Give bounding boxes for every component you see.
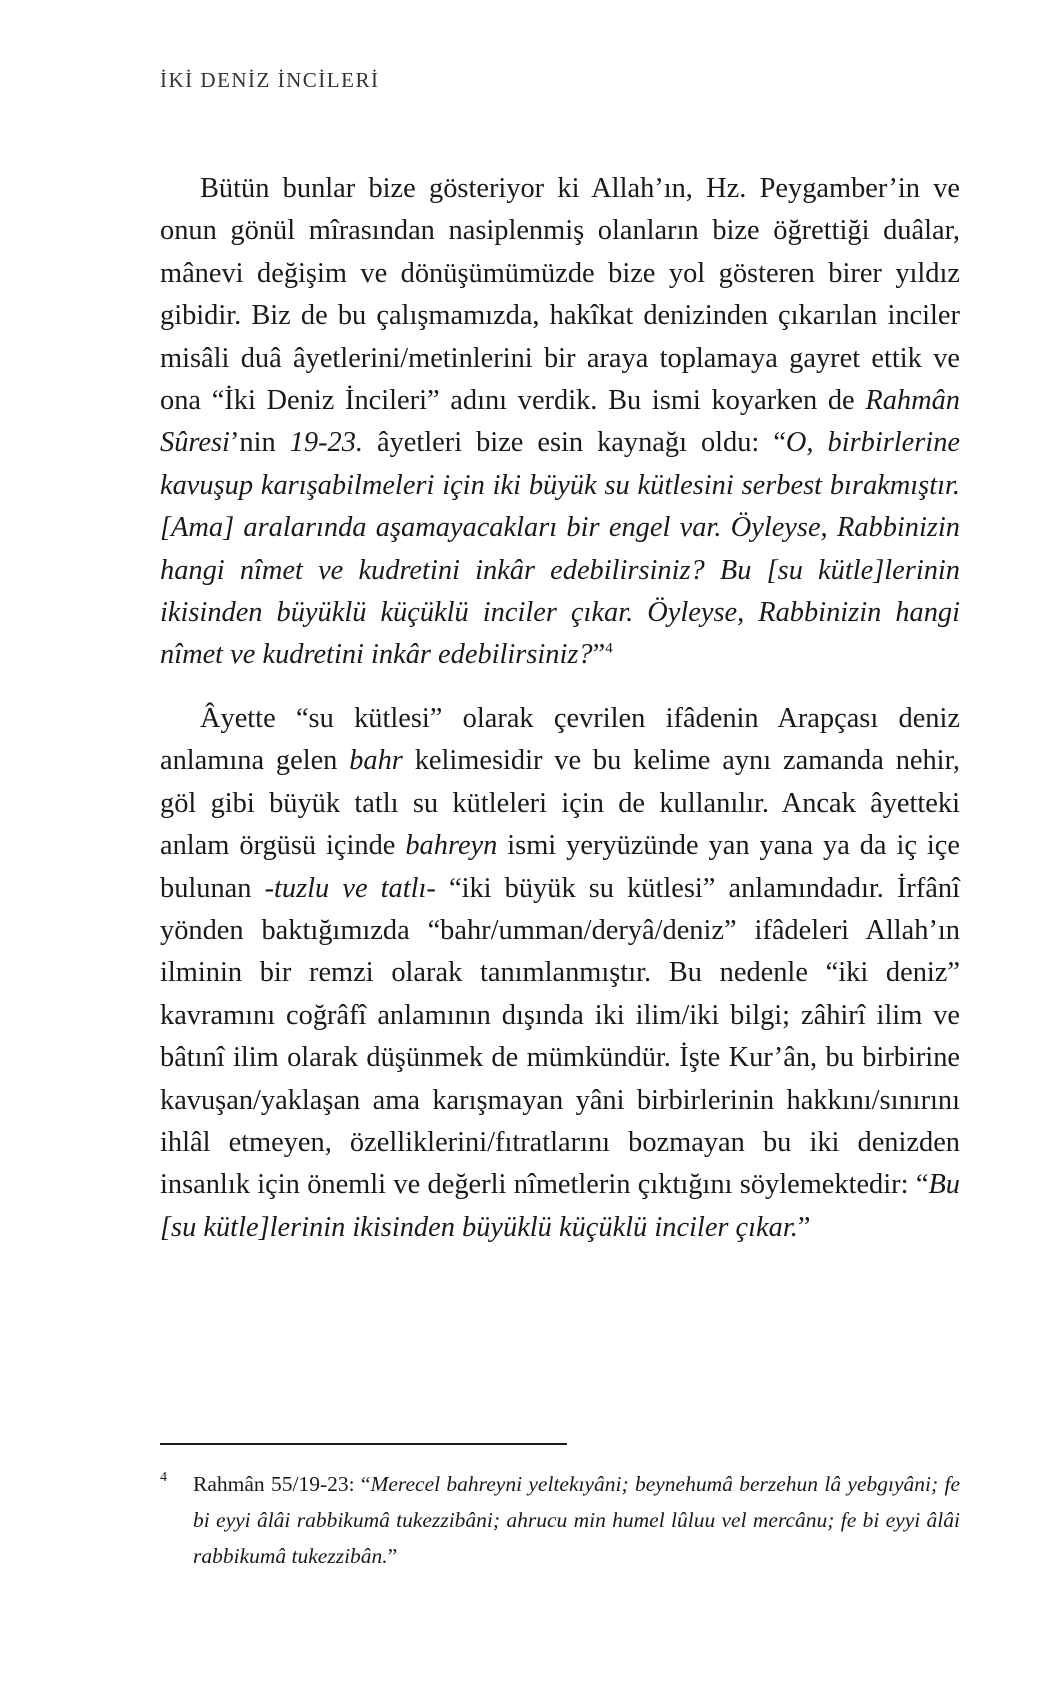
footnote-text	[193, 1466, 960, 1574]
paragraph-1-text-1: Bütün bunlar bize gösteriyor ki Allah’ın, Hz. Peygamber’in ve onun gönül mîrasından nasiplenmiş olanların bize öğrettiği duâlar, mânevi değişim ve dönüşümümüzde bize yol gösteren birer yıldız gibidir. Biz de bu çalışmamızda, hakîkat denizinden çıkarılan inciler misâli duâ âyetlerini/metinlerini bir araya toplamaya gayret ettik ve ona “İki Deniz İncileri” adını verdik. Bu ismi koyarken de	[160, 173, 960, 417]
paragraph-2-italic-3: tuzlu ve tatlı	[274, 872, 427, 904]
footnote-text-1: Rahmân 55/19-23: “	[193, 1472, 371, 1496]
footnote	[160, 1466, 960, 1574]
footnote-divider	[160, 1443, 567, 1445]
paragraph-1-text-2: ’nin	[229, 427, 290, 459]
paragraph-2-italic-1: bahr	[349, 745, 403, 777]
paragraph-2-text-3: ismi yeryüzünde yan yana ya da iç içe bulunan -	[160, 830, 961, 904]
paragraph-2	[160, 698, 960, 1249]
paragraph-1-text-4: ”	[592, 639, 606, 671]
paragraph-2-quote: Bu [su kütle]lerinin ikisinden büyüklü küçüklü inciler çıkar.	[160, 1169, 960, 1243]
paragraph-2-text-2: kelimesidir ve bu kelime aynı zamanda nehir, göl gibi büyük tatlı su kütleleri için de kullanılır. Ancak âyetteki anlam örgüsü içinde	[160, 745, 960, 862]
paragraph-1	[160, 168, 960, 677]
paragraph-2-italic-2: bahreyn	[405, 830, 498, 862]
paragraph-2-text-5: ”	[797, 1211, 811, 1243]
main-text	[160, 168, 960, 1249]
paragraph-2-text-1: Âyette “su kütlesi” olarak çevrilen ifâdenin Arapçası deniz anlamına gelen	[160, 702, 960, 777]
running-head: İKİ DENİZ İNCİLERİ	[160, 68, 380, 92]
footnote-italic: Merecel bahreyni yeltekıyâni; beynehumâ berzehun lâ yebgıyâni; fe bi eyyi âlâi rabbikumâ tukezzibâni; ahrucu min humel lûluu vel mercânu; fe bi eyyi âlâi rabbikumâ tukezzibân.	[193, 1472, 960, 1568]
footnote-text-2: ”	[387, 1544, 398, 1568]
paragraph-1-italic-2: 19-23.	[289, 427, 364, 459]
paragraph-1-quote: O, birbirlerine kavuşup karışabilmeleri için iki büyük su kütlesini serbest bırakmıştır. [Ama] aralarında aşamayacakları bir engel var. Öyleyse, Rabbinizin hangi nîmet ve kudretini inkâr edebilirsiniz? Bu [su kütle]lerinin ikisinden büyüklü küçüklü inciler çıkar. Öyleyse, Rabbinizin hangi nîmet ve kudretini inkâr edebilirsiniz?	[160, 427, 960, 671]
footnote-reference[interactable]: 4	[605, 641, 613, 657]
footnote-marker: 4	[160, 1470, 167, 1485]
paragraph-2-text-4: - “iki büyük su kütlesi” anlamındadır. İrfânî yönden baktığımızda “bahr/umman/deryâ/deniz” ifâdeleri Allah’ın ilminin bir remzi olarak tanımlanmıştır. Bu nedenle “iki deniz” kavramını coğrâfî anlamının dışında iki ilim/iki bilgi; zâhirî ilim ve bâtınî ilim olarak düşünmek de mümkündür. İşte Kur’ân, bu birbirine kavuşan/yaklaşan ama karışmayan yâni birbirlerinin hakkını/sınırını ihlâl etmeyen, özelliklerini/fıtratlarını bozmayan bu iki denizden insanlık için önemli ve değerli nîmetlerin çıktığını söylemektedir: “	[160, 872, 960, 1201]
paragraph-1-text-3: âyetleri bize esin kaynağı oldu: “	[363, 427, 786, 459]
paragraph-1-italic-1: Rahmân Sûresi	[160, 385, 960, 459]
